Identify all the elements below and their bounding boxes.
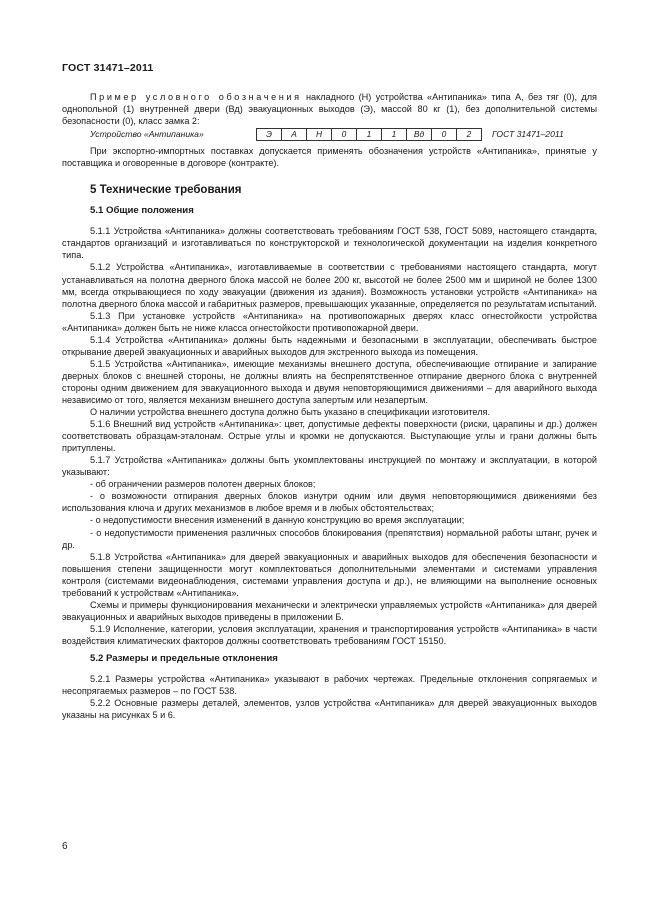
designation-cell: 0	[331, 128, 356, 141]
paragraph: О наличии устройства внешнего доступа должно быть указано в спецификации изготовителя.	[90, 407, 490, 418]
subsection-heading: 5.2 Размеры и предельные отклонения	[90, 652, 278, 664]
designation-label: Устройство «Антипаника»	[90, 129, 204, 140]
subsection-heading: 5.1 Общие положения	[90, 205, 194, 217]
import-note: При экспортно-импортных поставках допускается применять обозначения устройств «Антипаника», принятые у поставщика и оговоренные в договоре (контракте).	[62, 146, 597, 169]
designation-cell: 1	[381, 128, 406, 141]
paragraph: 5.1.1 Устройства «Антипаника» должны соответствовать требованиям ГОСТ 538, ГОСТ 5089, настоящего стандарта, стандартов организаций и изготавливаться по конструкторской и технологической документации на изделия конкретного типа.	[62, 226, 597, 261]
example-paragraph	[62, 91, 597, 127]
paragraph: 5.2.2 Основные размеры деталей, элементов, узлов устройства «Антипаника» для дверей эвакуационных выходов указаны на рисунках 5 и 6.	[62, 698, 597, 721]
designation-cell: 2	[456, 128, 482, 141]
paragraph: 5.1.4 Устройства «Антипаника» должны быть надежными и безопасными в эксплуатации, обеспечивать быстрое открывание дверей эвакуационных и аварийных выходов для экстренного выхода из помещения.	[62, 334, 597, 357]
section-heading: 5 Технические требования	[90, 184, 242, 197]
example-spaced-label: Пример условного обозначения	[90, 92, 302, 102]
page-content	[62, 91, 597, 721]
list-item: - о возможности отпирания дверных блоков изнутри одним или двумя неповторяющимися движениями без использования ключа и других механизмов в любое время и в любых обстоятельствах;	[62, 491, 597, 514]
paragraph: 5.2.1 Размеры устройства «Антипаника» указывают в рабочих чертежах. Предельные отклонения сопрягаемых и несопрягаемых размеров – по ГОСТ 538.	[62, 674, 597, 697]
list-item: - об ограничении размеров полотен дверных блоков;	[90, 479, 316, 490]
designation-cell: Э	[256, 128, 281, 141]
designation-standard: ГОСТ 31471–2011	[492, 129, 564, 140]
designation-cell: 1	[356, 128, 381, 141]
running-header: ГОСТ 31471–2011	[62, 62, 154, 74]
paragraph: 5.1.7 Устройства «Антипаника» должны быть укомплектованы инструкцией по монтажу и эксплуатации, в которой указывают:	[62, 455, 597, 478]
designation-code-row	[90, 128, 597, 140]
paragraph: 5.1.5 Устройства «Антипаника», имеющие механизмы внешнего доступа, обеспечивающие отпирание и запирание дверных блоков с внешней стороны, не должны влиять на беспрепятственное отпирание дверного блока с внутренней стороны одним движением для эвакуационного выхода и двумя неповторяющимися движениями – для аварийного выхода независимо от того, является механизм внешнего доступа запертым или незапертым.	[62, 358, 597, 405]
designation-cell: Вд	[406, 128, 431, 141]
example-text: накладного (Н) устройства «Антипаника» типа А, без тяг (0), для однопольной (1) внутренней двери (Вд) эвакуационных выходов (Э), массой 80 кг (1), без дополнительной системы безопасности (0), класс замка 2:	[62, 92, 597, 127]
designation-cell: 0	[431, 128, 456, 141]
paragraph: 5.1.9 Исполнение, категории, условия эксплуатации, хранения и транспортирования устройств «Антипаника» в части воздействия климатических факторов должны соответствовать требованиям ГОСТ 15150.	[62, 623, 597, 646]
designation-cell: А	[281, 128, 306, 141]
list-item: - о недопустимости внесения изменений в данную конструкцию во время эксплуатации;	[90, 515, 465, 526]
designation-cell: Н	[306, 128, 331, 141]
list-item: - о недопустимости применения различных способов блокирования (препятствия) нормальной работы штанг, ручек и др.	[62, 527, 597, 550]
page-number: 6	[62, 841, 68, 852]
paragraph: Схемы и примеры функционирования механически и электрически управляемых устройств «Антипаника» для дверей эвакуационных и аварийных выходов приведены в приложении Б.	[62, 599, 597, 622]
paragraph: 5.1.6 Внешний вид устройств «Антипаника»: цвет, допустимые дефекты поверхности (риски, царапины и др.) должен соответствовать образцам-эталонам. Острые углы и кромки не допускаются. Выступающие углы и грани должны быть притуплены.	[62, 419, 597, 454]
designation-cells	[256, 128, 482, 141]
paragraph: 5.1.2 Устройства «Антипаника», изготавливаемые в соответствии с требованиями настоящего стандарта, могут устанавливаться на полотна дверного блока массой не более 200 кг, высотой не более 2500 мм и шириной не более 1300 мм, всегда открывающиеся по ходу эвакуации (движения из здания). Возможность установки устройств «Антипаника» на полотна дверного блока массой и габаритных размеров, превышающих указанные, определяется по результатам испытаний.	[62, 262, 597, 309]
paragraph: 5.1.3 При установке устройств «Антипаника» на противопожарных дверях класс огнестойкости устройства «Антипаника» должен быть не ниже класса огнестойкости противопожарной двери.	[62, 310, 597, 333]
paragraph: 5.1.8 Устройства «Антипаника» для дверей эвакуационных и аварийных выходов для обеспечения безопасности и повышения степени защищенности могут комплектоваться дополнительными элементами и системами управления контроля (системами видеонаблюдения, системами управления доступа и др.), не влияющими на выполнение основных требований к устройствам «Антипаника».	[62, 551, 597, 598]
